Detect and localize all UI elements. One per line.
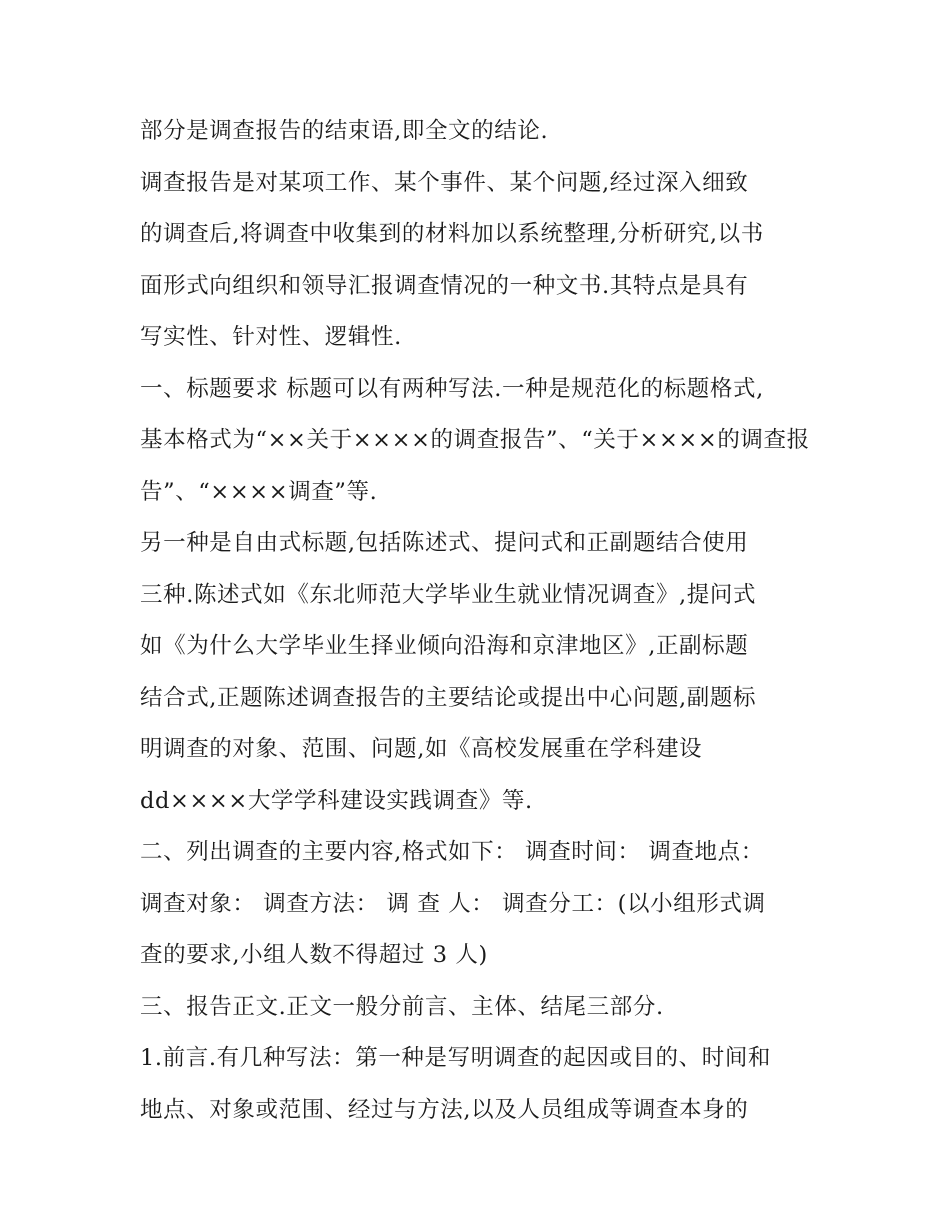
text-line: 查的要求,小组人数不得超过 3 人)	[140, 942, 488, 968]
text-line: 的调查后,将调查中收集到的材料加以系统整理,分析研究,以书	[140, 221, 764, 247]
text-line: 如《为什么大学毕业生择业倾向沿海和京津地区》,正副标题	[140, 633, 749, 659]
text-line: 另一种是自由式标题,包括陈述式、提问式和正副题结合使用	[140, 530, 749, 556]
text-line: 三、报告正文.正文一般分前言、主体、结尾三部分.	[140, 993, 664, 1020]
text-line: dd××××大学学科建设实践调查》等.	[140, 787, 533, 814]
text-line: 告”、“××××调查”等.	[140, 478, 378, 505]
text-line: 明调查的对象、范围、问题,如《高校发展重在学科建设	[140, 736, 703, 762]
text-line: 三种.陈述式如《东北师范大学毕业生就业情况调查》,提问式	[140, 581, 757, 608]
text-line: 二、列出调查的主要内容,格式如下： 调查时间： 调查地点：	[140, 839, 764, 865]
text-line: 部分是调查报告的结束语,即全文的结论.	[140, 118, 549, 144]
text-line: 调查对象： 调查方法： 调 查 人： 调查分工：(以小组形式调	[140, 890, 766, 917]
text-line: 写实性、针对性、逻辑性.	[140, 324, 402, 350]
text-line: 地点、对象或范围、经过与方法,以及人员组成等调查本身的	[140, 1096, 749, 1123]
text-line: 调查报告是对某项工作、某个事件、某个问题,经过深入细致	[140, 169, 749, 196]
text-line: 1.前言.有几种写法：第一种是写明调查的起因或目的、时间和	[140, 1045, 772, 1071]
text-line: 结合式,正题陈述调查报告的主要结论或提出中心问题,副题标	[140, 684, 757, 711]
text-line: 一、标题要求 标题可以有两种写法.一种是规范化的标题格式,	[140, 375, 764, 402]
text-line: 面形式向组织和领导汇报调查情况的一种文书.其特点是具有	[140, 272, 749, 299]
text-line: 基本格式为“××关于××××的调查报告”、“关于××××的调查报	[140, 427, 810, 453]
document-body	[140, 106, 820, 1136]
